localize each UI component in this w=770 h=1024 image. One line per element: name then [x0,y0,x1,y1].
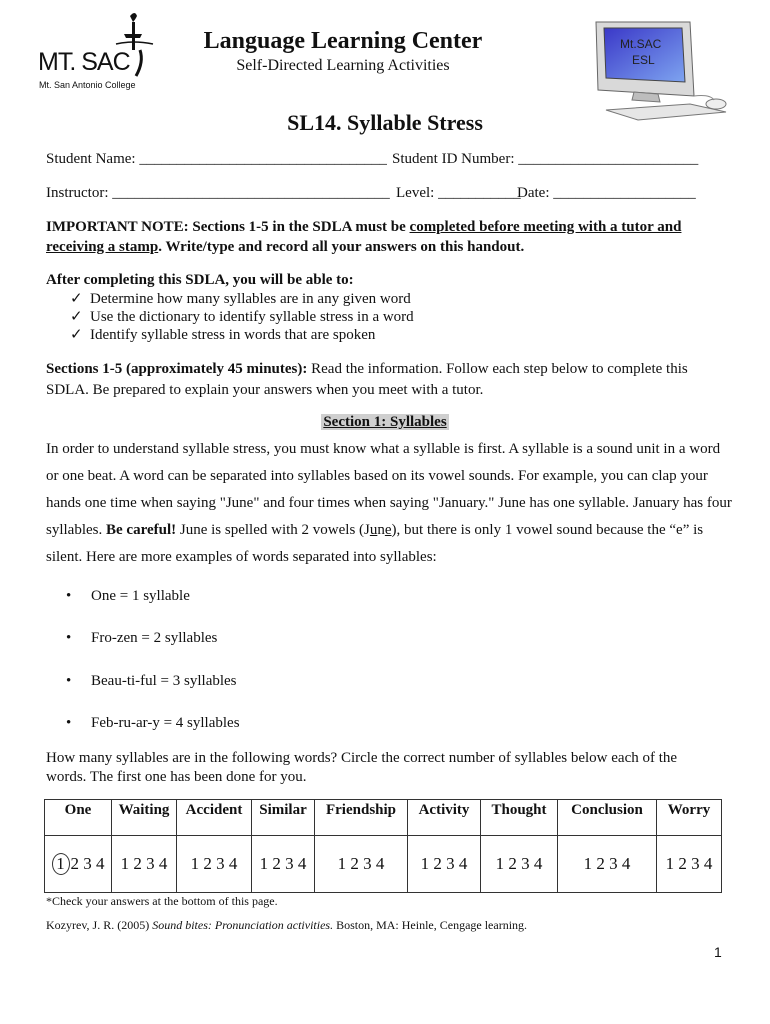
sections-intro-line1 [46,361,688,378]
para-text: In order to understand syllable stress, you must know what a syllable is first. A syllable is a sound unit in a word or one beat. A word can be separated into syllables based on its vowel sounds. For example, you can clap your hands one time when saying "June" and four times when saying "January." June has one syllable. January has four syllables. [46,441,732,538]
citation-title: Sound bites: Pronunciation activities. [152,918,334,932]
para-text: June is spelled with 2 vowels (J [176,522,370,538]
checkmark-icon: ✓ [70,309,83,325]
important-note-line2 [46,239,524,256]
list-item [66,673,237,690]
para-text: ), but there is only 1 vowel sound because the “e” is silent. Here are more examples of words separated into syllables: [46,522,704,565]
list-item [66,715,240,732]
answer-cell[interactable]: 1 2 3 4 [252,836,315,893]
logo-wordmark: MT. SAC [38,48,130,76]
checkmark-icon: ✓ [70,327,83,343]
header-subtitle: Self-Directed Learning Activities [236,57,450,74]
note-text: IMPORTANT NOTE: Sections 1-5 in the SDLA must be [46,219,410,235]
document-title: SL14. Syllable Stress [287,110,483,135]
note-text-2: . Write/type and record all your answers on this handout. [158,239,525,255]
checkmark-icon: ✓ [70,291,83,307]
date-field[interactable]: Date: ___________________ [517,185,696,201]
header-title: Language Learning Center [203,28,483,54]
column-header: Thought [481,800,558,836]
bullet-icon: • [66,715,72,731]
column-header: Activity [408,800,481,836]
bullet-icon: • [66,673,72,689]
student-name-field[interactable]: Student Name: _________________________________ [46,151,387,167]
instructor-field[interactable]: Instructor: _____________________________________ [46,185,390,201]
screen-line1: Mt.SAC [620,37,662,51]
section1-heading-text: Section 1: Syllables [323,414,447,430]
answer-cell[interactable]: 1 2 3 4 [481,836,558,893]
underlined-letter: u [369,522,378,538]
column-header: Friendship [315,800,408,836]
bullet-icon: • [66,588,72,604]
example-text: Beau-ti-ful = 3 syllables [91,673,237,689]
answer-cell[interactable]: 1 2 3 4 [657,836,722,893]
column-header: Accident [177,800,252,836]
table-row [45,836,722,893]
student-id-field[interactable]: Student ID Number: ________________________ [392,151,699,167]
section1-paragraph [46,436,736,571]
column-header: Similar [252,800,315,836]
level-field[interactable]: Level: ___________ [396,185,521,201]
answer-cell[interactable]: 1 2 3 4 [558,836,657,893]
example-text: Feb-ru-ar-y = 4 syllables [91,715,240,731]
column-header: Worry [657,800,722,836]
list-item [66,588,190,605]
note-underlined-2: receiving a stamp [46,239,159,255]
screen-line2: ESL [632,53,655,67]
objectives-list [70,290,414,344]
column-header: Conclusion [558,800,657,836]
list-item [66,630,217,647]
list-item [70,326,414,344]
note-underlined: completed before meeting with a tutor and [409,219,682,235]
answer-cell[interactable]: 1 2 3 4 [177,836,252,893]
bullet-icon: • [66,630,72,646]
example-text: One = 1 syllable [91,588,190,604]
citation-author: Kozyrev, J. R. (2005) [46,918,153,932]
citation-publisher: Boston, MA: Heinle, Cengage learning. [333,918,528,932]
answer-cell[interactable]: 1 2 3 4 [315,836,408,893]
section1-heading [0,414,770,431]
answer-cell[interactable] [45,836,112,893]
column-header: One [45,800,112,836]
plain-letter: n [377,522,385,538]
answer-cell[interactable]: 1 2 3 4 [408,836,481,893]
list-item [70,308,414,326]
objective-text: Identify syllable stress in words that are spoken [90,327,376,343]
answer-options: 2 3 4 [70,854,105,873]
objective-text: Use the dictionary to identify syllable stress in a word [90,309,414,325]
sections-intro-bold: Sections 1-5 (approximately 45 minutes): [46,361,308,377]
important-note-line1 [46,219,681,236]
logo-subtitle: Mt. San Antonio College [39,80,136,90]
sections-intro-line2: SDLA. Be prepared to explain your answers when you meet with a tutor. [46,382,484,398]
example-text: Fro-zen = 2 syllables [91,630,218,646]
objectives-heading: After completing this SDLA, you will be able to: [46,272,354,288]
table-header-row [45,800,722,836]
page-number: 1 [714,944,722,960]
sections-intro-text: Read the information. Follow each step below to complete this [307,361,688,377]
underlined-letter: e [384,522,392,538]
syllable-table [44,799,722,893]
question-line1: How many syllables are in the following words? Circle the correct number of syllables below each of the [46,750,678,766]
citation [46,918,527,933]
column-header: Waiting [112,800,177,836]
question-line2: words. The first one has been done for you. [46,769,307,785]
careful-text: Be careful! [106,522,177,538]
circled-answer: 1 [52,853,70,875]
answer-cell[interactable]: 1 2 3 4 [112,836,177,893]
objective-text: Determine how many syllables are in any given word [90,291,411,307]
footnote: *Check your answers at the bottom of this page. [46,894,278,908]
list-item [70,290,414,308]
